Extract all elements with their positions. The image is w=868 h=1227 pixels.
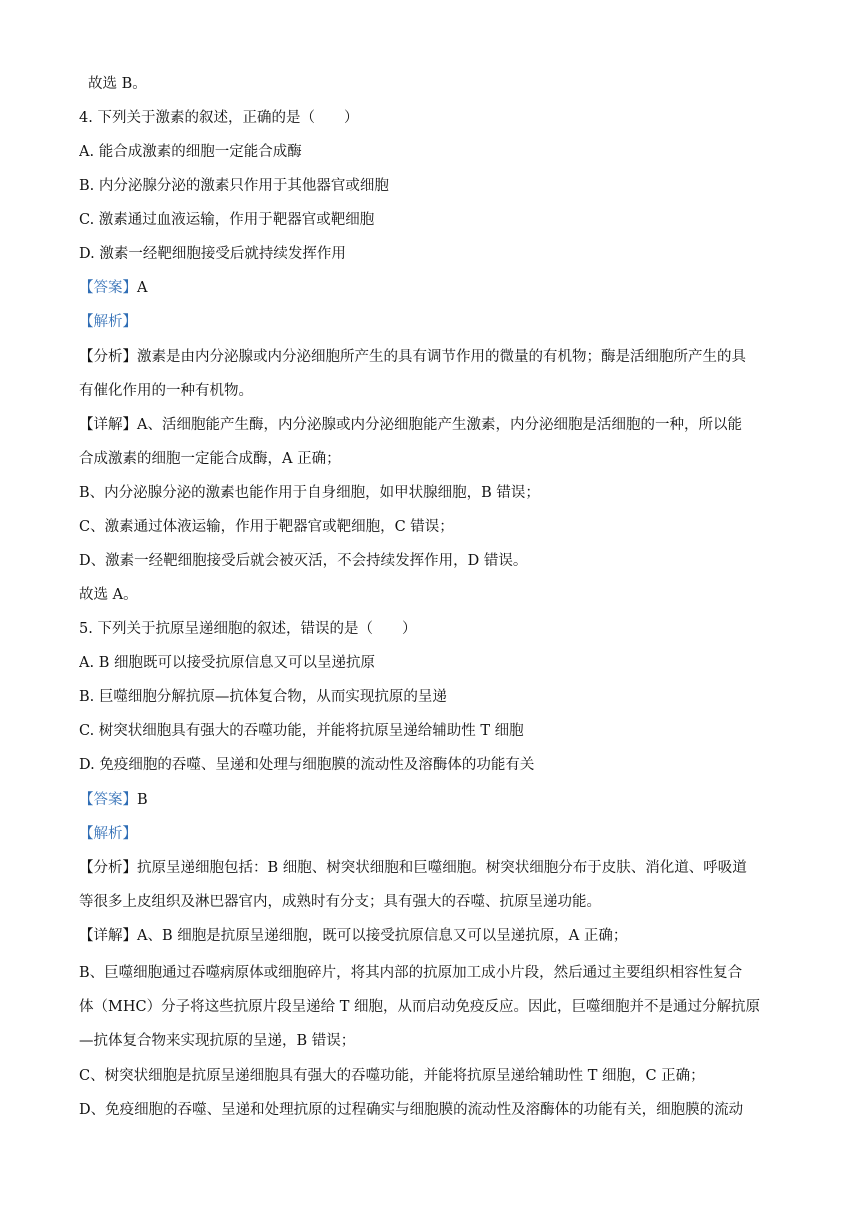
question-4-detail-line: D、激素一经靶细胞接受后就会被灭活，不会持续发挥作用，D 错误。 xyxy=(79,553,528,569)
question-5-answer: 【答案】B xyxy=(79,792,148,808)
conclusion-line: 故选 A。 xyxy=(79,587,138,603)
question-5-option-a: A. B 细胞既可以接受抗原信息又可以呈递抗原 xyxy=(79,655,375,671)
question-5-analysis-line: 【分析】抗原呈递细胞包括：B 细胞、树突状细胞和巨噬细胞。树突状细胞分布于皮肤、消化道、呼吸道 xyxy=(79,860,747,876)
question-5-analysis-tag xyxy=(79,824,792,844)
question-4-detail-line: 合成激素的细胞一定能合成酶，A 正确； xyxy=(79,451,341,467)
question-4-answer: 【答案】A xyxy=(79,280,148,296)
question-5-detail-line: 体（MHC）分子将这些抗原片段呈递给 T 细胞，从而启动免疫反应。因此，巨噬细胞并不是通过分解抗原 xyxy=(79,999,760,1015)
question-4-option-a: A. 能合成激素的细胞一定能合成酶 xyxy=(79,144,302,160)
question-5-detail-line: B、巨噬细胞通过吞噬病原体或细胞碎片，将其内部的抗原加工成小片段，然后通过主要组织相容性复合 xyxy=(79,965,743,981)
question-5-detail-line: 【详解】A、B 细胞是抗原呈递细胞，既可以接受抗原信息又可以呈递抗原，A 正确； xyxy=(79,928,628,944)
question-5-option-d: D. 免疫细胞的吞噬、呈递和处理与细胞膜的流动性及溶酶体的功能有关 xyxy=(79,757,535,773)
answer-tag: 【答案】 xyxy=(79,280,137,296)
question-5-detail-line: C、树突状细胞是抗原呈递细胞具有强大的吞噬功能，并能将抗原呈递给辅助性 T 细胞，C 正确； xyxy=(79,1068,705,1084)
analysis-tag: 【解析】 xyxy=(79,826,137,842)
question-4-detail-line: B、内分泌腺分泌的激素也能作用于自身细胞，如甲状腺细胞，B 错误； xyxy=(79,485,540,501)
question-4-detail-line: 【详解】A、活细胞能产生酶，内分泌腺或内分泌细胞能产生激素，内分泌细胞是活细胞的一种，所以能 xyxy=(79,417,742,433)
question-4-option-c: C. 激素通过血液运输，作用于靶器官或靶细胞 xyxy=(79,212,375,228)
question-5-option-c: C. 树突状细胞具有强大的吞噬功能，并能将抗原呈递给辅助性 T 细胞 xyxy=(79,723,524,739)
question-5-stem: 5. 下列关于抗原呈递细胞的叙述，错误的是（ ） xyxy=(79,621,417,637)
question-4-analysis-line: 有催化作用的一种有机物。 xyxy=(79,383,253,399)
question-5-detail-line: —抗体复合物来实现抗原的呈递，B 错误； xyxy=(79,1033,356,1049)
question-4-stem: 4. 下列关于激素的叙述，正确的是（ ） xyxy=(79,110,359,126)
question-4-option-d: D. 激素一经靶细胞接受后就持续发挥作用 xyxy=(79,246,346,262)
conclusion-line: 故选 B。 xyxy=(88,76,147,92)
question-5-detail-line: D、免疫细胞的吞噬、呈递和处理抗原的过程确实与细胞膜的流动性及溶酶体的功能有关，细胞膜的流动 xyxy=(79,1102,744,1118)
question-4-detail-line: C、激素通过体液运输，作用于靶器官或靶细胞，C 错误； xyxy=(79,519,454,535)
question-4-analysis-tag xyxy=(79,312,792,332)
question-5-option-b: B. 巨噬细胞分解抗原—抗体复合物，从而实现抗原的呈递 xyxy=(79,689,447,705)
question-4-analysis-line: 【分析】激素是由内分泌腺或内分泌细胞所产生的具有调节作用的微量的有机物；酶是活细胞所产生的具 xyxy=(79,349,746,365)
question-5-analysis-line: 等很多上皮组织及淋巴器官内，成熟时有分支；具有强大的吞噬、抗原呈递功能。 xyxy=(79,894,601,910)
analysis-tag: 【解析】 xyxy=(79,314,137,330)
answer-tag: 【答案】 xyxy=(79,792,137,808)
question-4-option-b: B. 内分泌腺分泌的激素只作用于其他器官或细胞 xyxy=(79,178,389,194)
